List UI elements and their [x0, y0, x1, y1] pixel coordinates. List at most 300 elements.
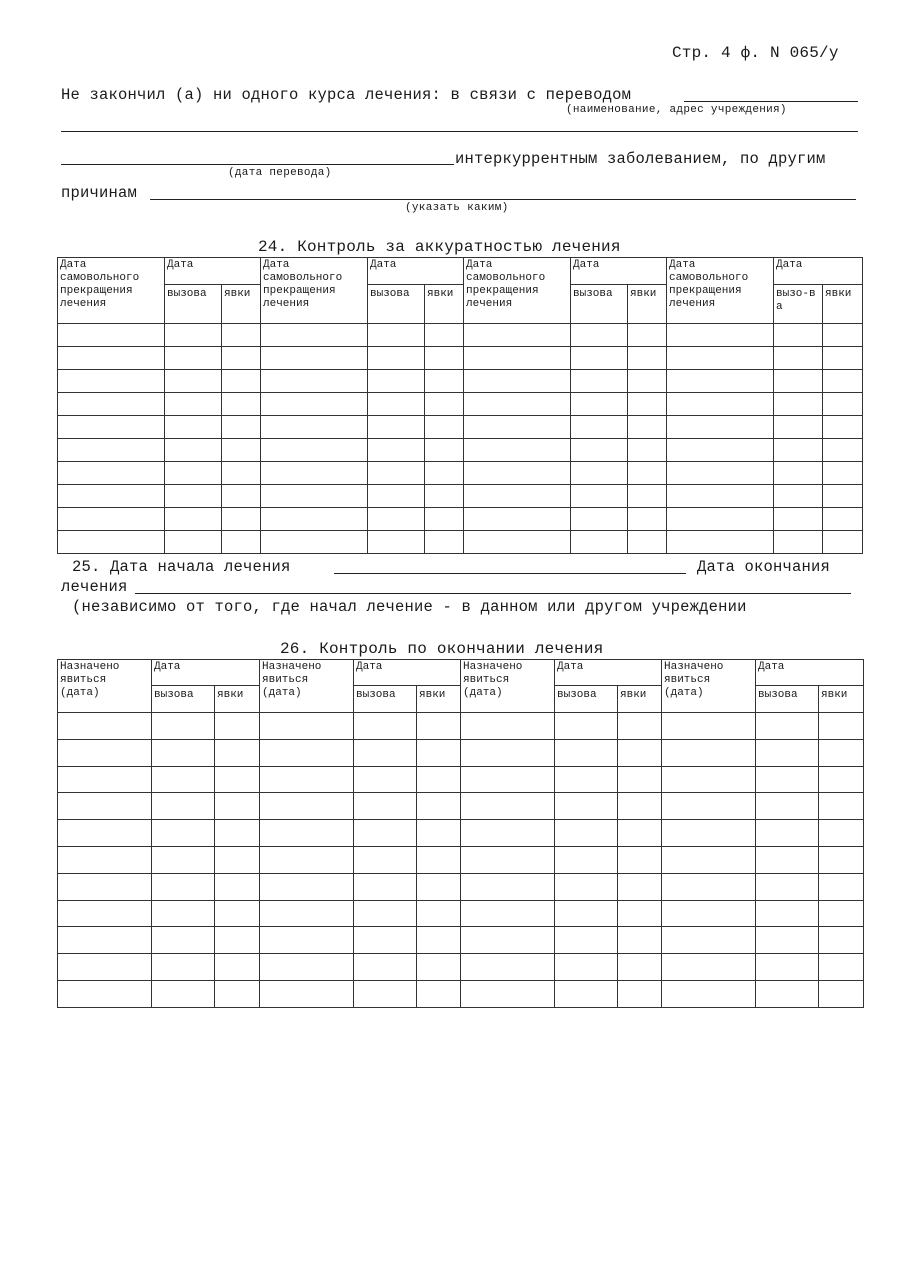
table-row	[58, 439, 863, 462]
table-cell[interactable]	[222, 324, 261, 347]
table-cell[interactable]	[756, 793, 819, 820]
table-cell[interactable]	[618, 873, 662, 900]
table-cell[interactable]	[417, 900, 461, 927]
treatment-end-label: Дата окончания	[697, 558, 831, 576]
table-cell[interactable]	[425, 416, 464, 439]
table-cell[interactable]	[260, 766, 354, 793]
table-cell[interactable]	[165, 347, 222, 370]
table-cell[interactable]	[823, 531, 863, 554]
date-header: Дата	[165, 258, 261, 285]
table-cell[interactable]	[354, 927, 417, 954]
stop-date-header: Дата самовольного прекращения лечения	[58, 258, 165, 324]
table-cell[interactable]	[58, 439, 165, 462]
table-cell[interactable]	[417, 980, 461, 1007]
table-cell[interactable]	[58, 739, 152, 766]
table-cell[interactable]	[667, 324, 774, 347]
table-cell[interactable]	[165, 370, 222, 393]
table-cell[interactable]	[756, 820, 819, 847]
table-cell[interactable]	[461, 873, 555, 900]
table-cell[interactable]	[618, 766, 662, 793]
table-cell[interactable]	[58, 324, 165, 347]
table-cell[interactable]	[571, 370, 628, 393]
table-row	[58, 766, 864, 793]
table-cell[interactable]	[368, 485, 425, 508]
table-row	[58, 416, 863, 439]
table-cell[interactable]	[417, 793, 461, 820]
reasons-text: причинам	[61, 184, 138, 202]
table-cell[interactable]	[464, 439, 571, 462]
table-cell[interactable]	[819, 900, 864, 927]
table-cell[interactable]	[368, 347, 425, 370]
table-cell[interactable]	[425, 508, 464, 531]
table-cell[interactable]	[260, 927, 354, 954]
table-cell[interactable]	[823, 439, 863, 462]
table-cell[interactable]	[819, 793, 864, 820]
table-cell[interactable]	[58, 370, 165, 393]
table-cell[interactable]	[354, 739, 417, 766]
table-cell[interactable]	[823, 324, 863, 347]
table-cell[interactable]	[260, 846, 354, 873]
table-cell[interactable]	[58, 900, 152, 927]
table-cell[interactable]	[667, 485, 774, 508]
table-cell[interactable]	[368, 416, 425, 439]
table-cell[interactable]	[461, 713, 555, 740]
table-cell[interactable]	[774, 485, 823, 508]
institution-field-line[interactable]	[684, 101, 858, 102]
table-cell[interactable]	[260, 713, 354, 740]
table-cell[interactable]	[628, 439, 667, 462]
table-cell[interactable]	[662, 713, 756, 740]
table-cell[interactable]	[152, 954, 215, 981]
call-header: вызова	[354, 686, 417, 713]
table-cell[interactable]	[464, 393, 571, 416]
table-cell[interactable]	[417, 846, 461, 873]
table-cell[interactable]	[756, 980, 819, 1007]
table-cell[interactable]	[662, 793, 756, 820]
transfer-date-hint: (дата перевода)	[228, 167, 332, 179]
stop-date-header: Дата самовольного прекращения лечения	[667, 258, 774, 324]
table-cell[interactable]	[571, 508, 628, 531]
table-cell[interactable]	[58, 416, 165, 439]
visit-header: явки	[222, 285, 261, 324]
table-cell[interactable]	[628, 324, 667, 347]
table-cell[interactable]	[58, 713, 152, 740]
table-cell[interactable]	[425, 485, 464, 508]
table-cell[interactable]	[425, 324, 464, 347]
table-cell[interactable]	[662, 873, 756, 900]
table-cell[interactable]	[662, 766, 756, 793]
table-row	[58, 531, 863, 554]
table-cell[interactable]	[555, 739, 618, 766]
table-cell[interactable]	[58, 766, 152, 793]
table-cell[interactable]	[261, 462, 368, 485]
table-cell[interactable]	[774, 347, 823, 370]
table-cell[interactable]	[756, 900, 819, 927]
table-cell[interactable]	[662, 980, 756, 1007]
table-cell[interactable]	[461, 846, 555, 873]
table-cell[interactable]	[58, 820, 152, 847]
table-cell[interactable]	[58, 508, 165, 531]
reasons-field-line[interactable]	[150, 199, 856, 200]
table-cell[interactable]	[417, 713, 461, 740]
table-row	[58, 485, 863, 508]
table-cell[interactable]	[774, 508, 823, 531]
table-cell[interactable]	[152, 873, 215, 900]
table-cell[interactable]	[152, 739, 215, 766]
table-cell[interactable]	[152, 820, 215, 847]
table-cell[interactable]	[417, 873, 461, 900]
table-cell[interactable]	[58, 531, 165, 554]
table-cell[interactable]	[354, 820, 417, 847]
table-cell[interactable]	[461, 900, 555, 927]
call-header: вызова	[571, 285, 628, 324]
table-cell[interactable]	[461, 820, 555, 847]
table-header-row	[58, 660, 864, 686]
table-cell[interactable]	[464, 462, 571, 485]
table-row	[58, 900, 864, 927]
table-cell[interactable]	[165, 393, 222, 416]
table-cell[interactable]	[165, 416, 222, 439]
table-cell[interactable]	[571, 393, 628, 416]
table-cell[interactable]	[662, 900, 756, 927]
table-cell[interactable]	[823, 416, 863, 439]
table-cell[interactable]	[368, 508, 425, 531]
table-cell[interactable]	[667, 462, 774, 485]
table-cell[interactable]	[555, 766, 618, 793]
transfer-text: Не закончил (а) ни одного курса лечения: в связи с переводом	[61, 86, 632, 104]
table-cell[interactable]	[58, 485, 165, 508]
table-cell[interactable]	[152, 846, 215, 873]
table-cell[interactable]	[368, 393, 425, 416]
table-cell[interactable]	[461, 927, 555, 954]
table-cell[interactable]	[152, 980, 215, 1007]
table-cell[interactable]	[461, 739, 555, 766]
table-cell[interactable]	[425, 531, 464, 554]
table-cell[interactable]	[152, 793, 215, 820]
table-cell[interactable]	[261, 508, 368, 531]
table-cell[interactable]	[260, 820, 354, 847]
table-cell[interactable]	[152, 766, 215, 793]
table-cell[interactable]	[354, 846, 417, 873]
visit-header: явки	[618, 686, 662, 713]
table-cell[interactable]	[823, 485, 863, 508]
table-cell[interactable]	[261, 324, 368, 347]
table-cell[interactable]	[261, 393, 368, 416]
table-cell[interactable]	[368, 324, 425, 347]
table-cell[interactable]	[354, 793, 417, 820]
table-cell[interactable]	[261, 370, 368, 393]
transfer-date-field-line[interactable]	[61, 164, 454, 165]
table-cell[interactable]	[368, 370, 425, 393]
table-cell[interactable]	[368, 462, 425, 485]
intercurrent-text: интеркуррентным заболеванием, по другим	[455, 150, 826, 168]
table-cell[interactable]	[261, 347, 368, 370]
table-cell[interactable]	[165, 462, 222, 485]
table-cell[interactable]	[464, 347, 571, 370]
table-cell[interactable]	[819, 873, 864, 900]
table-cell[interactable]	[618, 793, 662, 820]
table-cell[interactable]	[368, 439, 425, 462]
table-cell[interactable]	[618, 900, 662, 927]
table-cell[interactable]	[618, 820, 662, 847]
table-cell[interactable]	[774, 324, 823, 347]
table-cell[interactable]	[823, 462, 863, 485]
table-cell[interactable]	[215, 846, 260, 873]
table-cell[interactable]	[819, 739, 864, 766]
table-cell[interactable]	[461, 766, 555, 793]
table-cell[interactable]	[555, 954, 618, 981]
visit-header: явки	[628, 285, 667, 324]
table-cell[interactable]	[667, 347, 774, 370]
table-cell[interactable]	[152, 900, 215, 927]
table-cell[interactable]	[774, 393, 823, 416]
table-cell[interactable]	[662, 820, 756, 847]
table-cell[interactable]	[215, 739, 260, 766]
table-cell[interactable]	[58, 927, 152, 954]
table-cell[interactable]	[756, 846, 819, 873]
table-cell[interactable]	[425, 370, 464, 393]
table-cell[interactable]	[464, 485, 571, 508]
table-cell[interactable]	[756, 739, 819, 766]
table-cell[interactable]	[165, 485, 222, 508]
table-cell[interactable]	[555, 900, 618, 927]
table-cell[interactable]	[354, 873, 417, 900]
table-cell[interactable]	[417, 820, 461, 847]
table-cell[interactable]	[261, 416, 368, 439]
table-cell[interactable]	[555, 846, 618, 873]
table-cell[interactable]	[774, 416, 823, 439]
table-cell[interactable]	[628, 393, 667, 416]
table-cell[interactable]	[58, 846, 152, 873]
table-cell[interactable]	[215, 927, 260, 954]
table-cell[interactable]	[662, 846, 756, 873]
table-cell[interactable]	[215, 954, 260, 981]
table-cell[interactable]	[261, 439, 368, 462]
table-row	[58, 462, 863, 485]
table-cell[interactable]	[222, 439, 261, 462]
table-cell[interactable]	[222, 416, 261, 439]
table-cell[interactable]	[165, 508, 222, 531]
table-cell[interactable]	[215, 820, 260, 847]
table-cell[interactable]	[555, 927, 618, 954]
table-row	[58, 980, 864, 1007]
table-cell[interactable]	[165, 439, 222, 462]
table-cell[interactable]	[260, 793, 354, 820]
table-cell[interactable]	[555, 873, 618, 900]
table-row	[58, 739, 864, 766]
table-cell[interactable]	[464, 416, 571, 439]
table-cell[interactable]	[464, 531, 571, 554]
date-header: Дата	[756, 660, 864, 686]
table-cell[interactable]	[222, 485, 261, 508]
table-cell[interactable]	[354, 766, 417, 793]
table-cell[interactable]	[461, 980, 555, 1007]
table-cell[interactable]	[667, 531, 774, 554]
accuracy-control-table	[57, 257, 863, 554]
table-cell[interactable]	[58, 393, 165, 416]
table-cell[interactable]	[555, 713, 618, 740]
table-cell[interactable]	[222, 370, 261, 393]
table-cell[interactable]	[555, 793, 618, 820]
table-cell[interactable]	[571, 462, 628, 485]
table-cell[interactable]	[628, 462, 667, 485]
table-cell[interactable]	[58, 793, 152, 820]
table-cell[interactable]	[354, 954, 417, 981]
table-cell[interactable]	[261, 485, 368, 508]
table-cell[interactable]	[425, 393, 464, 416]
table-cell[interactable]	[756, 954, 819, 981]
table-cell[interactable]	[571, 485, 628, 508]
table-cell[interactable]	[555, 820, 618, 847]
table-cell[interactable]	[819, 980, 864, 1007]
visit-header: явки	[819, 686, 864, 713]
table-cell[interactable]	[667, 439, 774, 462]
table-cell[interactable]	[58, 954, 152, 981]
table-cell[interactable]	[618, 927, 662, 954]
table-row	[58, 954, 864, 981]
table-cell[interactable]	[555, 980, 618, 1007]
table-cell[interactable]	[667, 370, 774, 393]
table-cell[interactable]	[628, 485, 667, 508]
assigned-date-header: Назначено явиться (дата)	[461, 660, 555, 713]
table-cell[interactable]	[261, 531, 368, 554]
table-cell[interactable]	[417, 766, 461, 793]
table-cell[interactable]	[58, 347, 165, 370]
date-header: Дата	[368, 258, 464, 285]
table-cell[interactable]	[425, 439, 464, 462]
table-cell[interactable]	[618, 846, 662, 873]
table-cell[interactable]	[354, 980, 417, 1007]
table-cell[interactable]	[819, 766, 864, 793]
treatment-end-field-line[interactable]	[135, 593, 851, 594]
table-cell[interactable]	[58, 980, 152, 1007]
table-row	[58, 370, 863, 393]
institution-field-line-2[interactable]	[61, 131, 858, 132]
table-cell[interactable]	[417, 927, 461, 954]
table-cell[interactable]	[756, 713, 819, 740]
table-cell[interactable]	[819, 954, 864, 981]
table-cell[interactable]	[260, 873, 354, 900]
table-cell[interactable]	[215, 980, 260, 1007]
table-cell[interactable]	[618, 954, 662, 981]
table-cell[interactable]	[774, 370, 823, 393]
stop-date-header: Дата самовольного прекращения лечения	[464, 258, 571, 324]
table-cell[interactable]	[823, 370, 863, 393]
table-cell[interactable]	[819, 927, 864, 954]
table-cell[interactable]	[667, 393, 774, 416]
table-cell[interactable]	[756, 766, 819, 793]
table-cell[interactable]	[260, 900, 354, 927]
table-cell[interactable]	[165, 324, 222, 347]
table-cell[interactable]	[152, 927, 215, 954]
table-cell[interactable]	[628, 508, 667, 531]
table-cell[interactable]	[571, 347, 628, 370]
treatment-start-field-line[interactable]	[334, 573, 686, 574]
table-cell[interactable]	[464, 370, 571, 393]
table-cell[interactable]	[215, 793, 260, 820]
table-cell[interactable]	[368, 531, 425, 554]
table-cell[interactable]	[222, 393, 261, 416]
assigned-date-header: Назначено явиться (дата)	[662, 660, 756, 713]
table-cell[interactable]	[215, 873, 260, 900]
table-cell[interactable]	[819, 820, 864, 847]
table-cell[interactable]	[215, 900, 260, 927]
table-cell[interactable]	[260, 954, 354, 981]
table-cell[interactable]	[628, 370, 667, 393]
date-header: Дата	[152, 660, 260, 686]
institution-hint: (наименование, адрес учреждения)	[566, 104, 787, 116]
table-cell[interactable]	[464, 508, 571, 531]
table-row	[58, 820, 864, 847]
table-cell[interactable]	[667, 508, 774, 531]
table-cell[interactable]	[354, 713, 417, 740]
table-cell[interactable]	[417, 954, 461, 981]
table-cell[interactable]	[58, 462, 165, 485]
page-reference: Стр. 4 ф. N 065/у	[672, 44, 839, 62]
table-cell[interactable]	[667, 416, 774, 439]
table-cell[interactable]	[425, 347, 464, 370]
table-cell[interactable]	[260, 980, 354, 1007]
table-cell[interactable]	[662, 739, 756, 766]
table-cell[interactable]	[774, 531, 823, 554]
table-cell[interactable]	[461, 954, 555, 981]
table-cell[interactable]	[819, 846, 864, 873]
table-cell[interactable]	[662, 954, 756, 981]
table-cell[interactable]	[618, 713, 662, 740]
table-cell[interactable]	[756, 927, 819, 954]
table-cell[interactable]	[774, 439, 823, 462]
table-cell[interactable]	[464, 324, 571, 347]
table-cell[interactable]	[571, 439, 628, 462]
call-header: вызова	[555, 686, 618, 713]
date-header: Дата	[774, 258, 863, 285]
table-row	[58, 927, 864, 954]
table-cell[interactable]	[618, 739, 662, 766]
table-cell[interactable]	[823, 393, 863, 416]
table-cell[interactable]	[425, 462, 464, 485]
table-cell[interactable]	[756, 873, 819, 900]
table-cell[interactable]	[571, 324, 628, 347]
post-treatment-control-table	[57, 659, 864, 1008]
table-cell[interactable]	[215, 766, 260, 793]
table-cell[interactable]	[215, 713, 260, 740]
table-cell[interactable]	[823, 508, 863, 531]
table-cell[interactable]	[628, 416, 667, 439]
table-cell[interactable]	[774, 462, 823, 485]
table-cell[interactable]	[152, 713, 215, 740]
table-cell[interactable]	[260, 739, 354, 766]
table-cell[interactable]	[461, 793, 555, 820]
table-cell[interactable]	[819, 713, 864, 740]
table-cell[interactable]	[571, 531, 628, 554]
table-cell[interactable]	[222, 531, 261, 554]
table-cell[interactable]	[222, 508, 261, 531]
call-header: вызова	[368, 285, 425, 324]
table-cell[interactable]	[354, 900, 417, 927]
table-cell[interactable]	[58, 873, 152, 900]
table-cell[interactable]	[222, 462, 261, 485]
table-row	[58, 508, 863, 531]
table-cell[interactable]	[628, 531, 667, 554]
table-cell[interactable]	[222, 347, 261, 370]
table-cell[interactable]	[417, 739, 461, 766]
table-cell[interactable]	[165, 531, 222, 554]
table-cell[interactable]	[618, 980, 662, 1007]
table-cell[interactable]	[662, 927, 756, 954]
table-cell[interactable]	[571, 416, 628, 439]
table-cell[interactable]	[823, 347, 863, 370]
table-cell[interactable]	[628, 347, 667, 370]
